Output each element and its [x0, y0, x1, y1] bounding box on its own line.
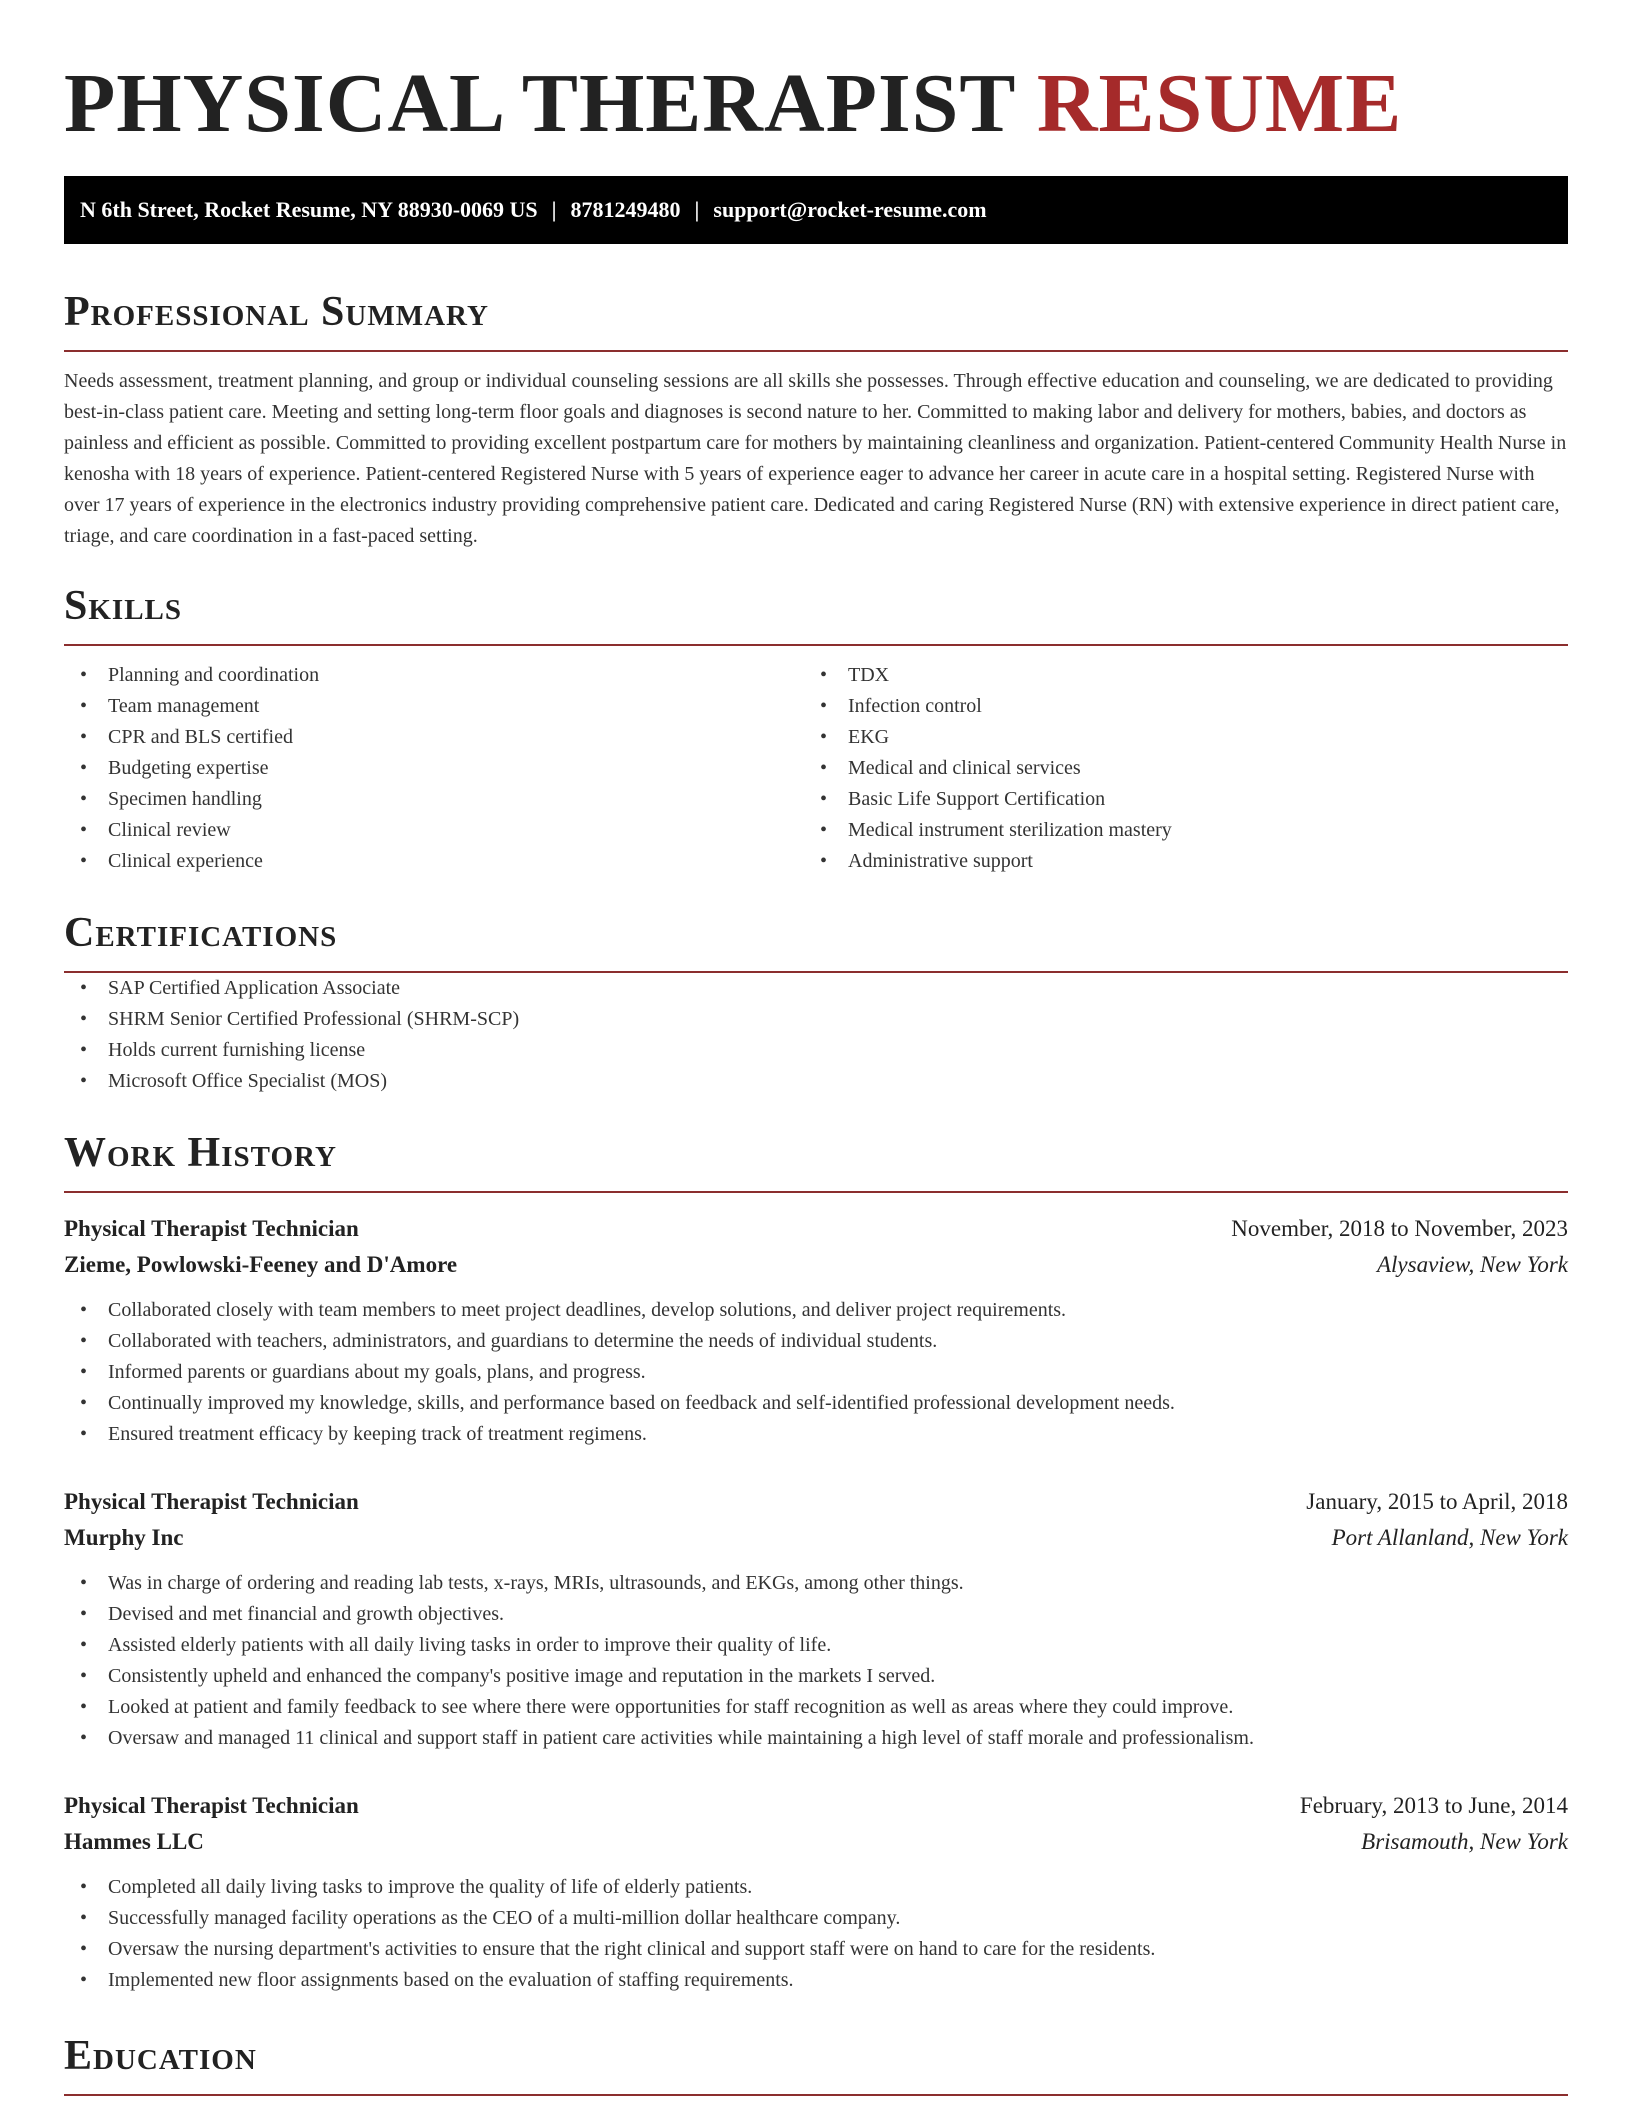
job-duty: • Informed parents or guardians about my goals, plans, and progress.	[64, 1357, 1568, 1388]
skills-heading: Skills	[64, 582, 1568, 646]
certifications-heading: Certifications	[64, 909, 1568, 973]
job-entry	[64, 1788, 1568, 1996]
skill-item: • Clinical review	[64, 815, 804, 846]
certification-item: • SHRM Senior Certified Professional (SHRM-SCP)	[64, 1004, 1568, 1035]
job-duty: • Continually improved my knowledge, skills, and performance based on feedback and self-identified professional development needs.	[64, 1388, 1568, 1419]
education-heading: Education	[64, 2032, 1568, 2096]
job-role: Physical Therapist Technician	[64, 1216, 359, 1241]
certification-item: • Holds current furnishing license	[64, 1035, 1568, 1066]
job-dates: January, 2015 to April, 2018	[1306, 1489, 1568, 1514]
contact-bar	[64, 176, 1568, 244]
job-location: Alysaview, New York	[1376, 1252, 1568, 1277]
contact-phone: 8781249480	[570, 197, 681, 222]
certification-item: • Microsoft Office Specialist (MOS)	[64, 1066, 1568, 1097]
job-duty: • Implemented new floor assignments based on the evaluation of staffing requirements.	[64, 1965, 1568, 1996]
contact-separator: |	[694, 197, 700, 222]
contact-address: N 6th Street, Rocket Resume, NY 88930-0069 US	[80, 197, 538, 222]
job-duty: • Was in charge of ordering and reading lab tests, x-rays, MRIs, ultrasounds, and EKGs, among other things.	[64, 1568, 1568, 1599]
job-duty: • Oversaw the nursing department's activities to ensure that the right clinical and support staff were on hand to care for the residents.	[64, 1934, 1568, 1965]
job-header-row	[64, 1211, 1568, 1247]
skill-item: • Team management	[64, 691, 804, 722]
skill-item: • Specimen handling	[64, 784, 804, 815]
summary-heading: Professional Summary	[64, 288, 1568, 352]
job-company: Zieme, Powlowski-Feeney and D'Amore	[64, 1252, 458, 1277]
title-accent: RESUME	[1036, 57, 1403, 150]
job-header-row	[64, 1788, 1568, 1824]
job-duty: • Successfully managed facility operations as the CEO of a multi-million dollar healthcare company.	[64, 1903, 1568, 1934]
job-duties-list	[64, 1872, 1568, 1996]
job-location: Brisamouth, New York	[1361, 1829, 1568, 1854]
job-entry	[64, 1484, 1568, 1754]
job-duty: • Oversaw and managed 11 clinical and support staff in patient care activities while maintaining a high level of staff morale and professionalism.	[64, 1723, 1568, 1754]
job-company-row	[64, 1247, 1568, 1283]
contact-separator: |	[551, 197, 557, 222]
skill-item: • TDX	[804, 660, 1544, 691]
skill-item: • Budgeting expertise	[64, 753, 804, 784]
job-entry	[64, 1211, 1568, 1450]
resume-title	[64, 0, 1568, 176]
job-duties-list	[64, 1568, 1568, 1754]
work-history-heading: Work History	[64, 1129, 1568, 1193]
skills-list-right	[804, 660, 1544, 877]
job-duties-list	[64, 1295, 1568, 1450]
skills-grid	[64, 660, 1568, 877]
job-role: Physical Therapist Technician	[64, 1489, 359, 1514]
skill-item: • CPR and BLS certified	[64, 722, 804, 753]
job-location: Port Allanland, New York	[1331, 1525, 1568, 1550]
job-duty: • Ensured treatment efficacy by keeping track of treatment regimens.	[64, 1419, 1568, 1450]
skill-item: • EKG	[804, 722, 1544, 753]
job-header-row	[64, 1484, 1568, 1520]
skill-item: • Planning and coordination	[64, 660, 804, 691]
job-company: Murphy Inc	[64, 1525, 184, 1550]
job-duty: • Looked at patient and family feedback to see where there were opportunities for staff recognition as well as areas where they could improve.	[64, 1692, 1568, 1723]
job-role: Physical Therapist Technician	[64, 1793, 359, 1818]
skills-list-left	[64, 660, 804, 877]
skill-item: • Medical and clinical services	[804, 753, 1544, 784]
skill-item: • Medical instrument sterilization mastery	[804, 815, 1544, 846]
job-duty: • Completed all daily living tasks to improve the quality of life of elderly patients.	[64, 1872, 1568, 1903]
skill-item: • Infection control	[804, 691, 1544, 722]
certifications-list	[64, 973, 1568, 1097]
job-dates: February, 2013 to June, 2014	[1299, 1793, 1568, 1818]
job-company: Hammes LLC	[64, 1829, 204, 1854]
job-dates: November, 2018 to November, 2023	[1231, 1216, 1568, 1241]
job-duty: • Consistently upheld and enhanced the company's positive image and reputation in the markets I served.	[64, 1661, 1568, 1692]
skill-item: • Clinical experience	[64, 846, 804, 877]
summary-text: Needs assessment, treatment planning, and group or individual counseling sessions are all skills she possesses. Through effective education and counseling, we are dedicated to providing best-in-class patient care. Meeting and setting long-term floor goals and diagnoses is second nature to her. Committed to making labor and delivery for mothers, babies, and doctors as painless and efficient as possible. Committed to providing excellent postpartum care for mothers by maintaining cleanliness and organization. Patient-centered Community Health Nurse in kenosha with 18 years of experience. Patient-centered Registered Nurse with 5 years of experience eager to advance her career in acute care in a hospital setting. Registered Nurse with over 17 years of experience in the electronics industry providing comprehensive patient care. Dedicated and caring Registered Nurse (RN) with extensive experience in direct patient care, triage, and care coordination in a fast-paced setting.	[64, 370, 1567, 547]
skill-item: • Administrative support	[804, 846, 1544, 877]
job-duty: • Collaborated with teachers, administrators, and guardians to determine the needs of individual students.	[64, 1326, 1568, 1357]
job-company-row	[64, 1824, 1568, 1860]
certification-item: • SAP Certified Application Associate	[64, 973, 1568, 1004]
job-company-row	[64, 1520, 1568, 1556]
skill-item: • Basic Life Support Certification	[804, 784, 1544, 815]
contact-email: support@rocket-resume.com	[713, 197, 987, 222]
title-main: PHYSICAL THERAPIST	[64, 57, 1015, 150]
job-duty: • Assisted elderly patients with all daily living tasks in order to improve their quality of life.	[64, 1630, 1568, 1661]
job-duty: • Collaborated closely with team members to meet project deadlines, develop solutions, and deliver project requirements.	[64, 1295, 1568, 1326]
job-duty: • Devised and met financial and growth objectives.	[64, 1599, 1568, 1630]
